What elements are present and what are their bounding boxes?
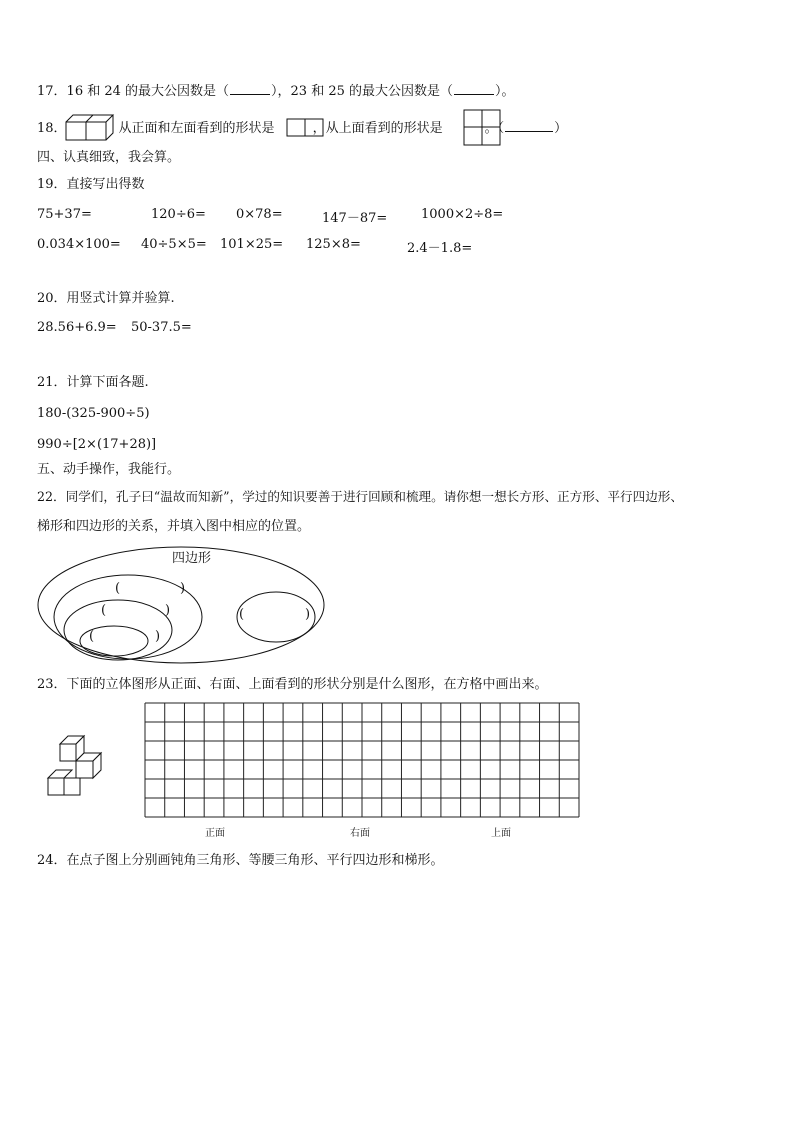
- diagram-blank-square-close[interactable]: ): [155, 629, 161, 644]
- trapezoid-ellipse: [237, 592, 315, 642]
- q17-text-b: ），23 和 25 的最大公因数是（: [271, 84, 454, 99]
- q20-item: 50-37.5=: [131, 320, 192, 335]
- q17-answer-blank-2[interactable]: [454, 82, 494, 95]
- q24-title: 24．在点子图上分别画钝角三角形、等腰三角形、平行四边形和梯形。: [37, 853, 444, 868]
- q19-item: 120÷6=: [151, 207, 206, 222]
- q17-text-a: 17．16 和 24 的最大公因数是（: [37, 84, 230, 99]
- q23-drawing-grid[interactable]: [144, 702, 580, 818]
- diagram-blank-parallelogram-close[interactable]: ): [180, 581, 186, 596]
- section-5-heading: 五、动手操作，我能行。: [37, 462, 181, 477]
- q18-text-d: ）: [554, 121, 568, 136]
- q19-item: 40÷5×5=: [141, 237, 207, 252]
- q18-number: 18．: [37, 121, 67, 136]
- q17-text-c: ）。: [495, 84, 515, 99]
- q19-item: 0×78=: [236, 207, 283, 222]
- q19-title: 19．直接写出得数: [37, 177, 145, 192]
- q21-item: 990÷[2×(17+28)]: [37, 437, 157, 452]
- q23-solid-figure: [46, 733, 114, 799]
- q19-item: 125×8=: [306, 237, 361, 252]
- q18-answer-blank[interactable]: [505, 119, 553, 132]
- q23-title: 23．下面的立体图形从正面、右面、上面看到的形状分别是什么图形，在方格中画出来。: [37, 677, 548, 692]
- diagram-label-quadrilateral: 四边形: [172, 551, 212, 566]
- q18-top-view-figure: [463, 109, 503, 147]
- diagram-blank-rectangle-open[interactable]: (: [101, 603, 107, 618]
- diagram-blank-parallelogram-open[interactable]: (: [115, 581, 121, 596]
- q17-answer-blank-1[interactable]: [230, 82, 270, 95]
- q18-text-b: ，从上面看到的形状是: [312, 121, 443, 136]
- q20-title: 20．用竖式计算并验算.: [37, 291, 175, 306]
- grid-label-top: 上面: [491, 828, 511, 839]
- q19-item: 0.034×100=: [37, 237, 121, 252]
- grid-label-front: 正面: [205, 828, 225, 839]
- diagram-blank-square-open[interactable]: (: [89, 629, 95, 644]
- q18-front-view-figure: [286, 118, 324, 138]
- q19-item: 75+37=: [37, 207, 92, 222]
- q20-item: 28.56+6.9=: [37, 320, 117, 335]
- grid-label-right: 右面: [350, 828, 370, 839]
- q21-item: 180-(325-900÷5): [37, 406, 150, 421]
- diagram-blank-rectangle-close[interactable]: ): [165, 603, 171, 618]
- section-4-heading: 四、认真细致，我会算。: [37, 150, 181, 165]
- q18-text-c: 。（: [484, 121, 505, 136]
- q21-title: 21．计算下面各题.: [37, 375, 149, 390]
- diagram-blank-trapezoid-close[interactable]: ): [305, 607, 311, 622]
- q22-text-line-1: 22．同学们，孔子曰“温故而知新”，学过的知识要善于进行回顾和梳理。请你想一想长方形、正方形、平行四边形、: [37, 489, 683, 504]
- q22-text-line-2: 梯形和四边形的关系，并填入图中相应的位置。: [37, 519, 311, 534]
- q18-text-a: 从正面和左面看到的形状是: [118, 121, 275, 136]
- q19-item: 1000×2÷8=: [421, 207, 504, 222]
- question-17: [37, 82, 515, 101]
- q18-cubes-figure: [64, 112, 114, 142]
- q19-item: 147－87=: [322, 211, 388, 226]
- q19-item: 2.4－1.8=: [407, 241, 473, 256]
- diagram-blank-trapezoid-open[interactable]: (: [239, 607, 245, 622]
- q19-item: 101×25=: [220, 237, 284, 252]
